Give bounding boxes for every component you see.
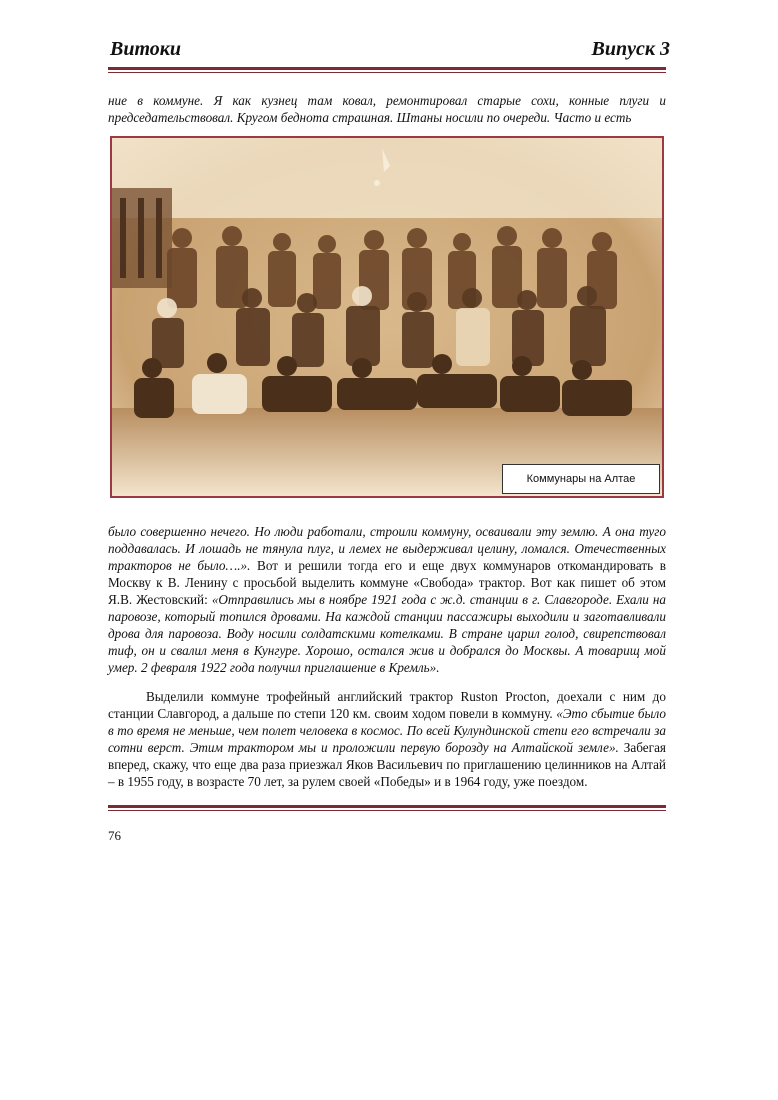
paragraph-2-italic-a: было совершенно нечего. Но люди работали, строили коммуну, осваивали эту землю. А она туго поддавалась. И лошадь не тянула плуг, и лемех не выдерживал целину, ломался. Отечественных тракторов не было….». bbox=[108, 524, 666, 573]
header-rule-thin bbox=[108, 72, 666, 73]
paragraph-3-italic: «Это сбытие было в то время не меньше, чем полет человека в космос. По всей Кулундинской степи его встречали за сотни верст. Этим трактором мы и проложили первую борозду на Алтайской земле». bbox=[108, 706, 666, 755]
paragraph-2-italic-b: «Отправились мы в ноябре 1921 года с ж.д. станции в г. Славгороде. Ехали на паровозе, который топился дровами. На каждой станции пассажиры выходили и заготавливали дрова для паровоза. Воду носили солдатскими котелками. В стране царил голод, свирепствовал тиф, он и свалил меня в Кунгуре. Хорошо, остался жив и добрался до Москвы. А товарищ мой умер. 2 февраля 1922 года получил приглашение в Кремль». bbox=[108, 592, 666, 675]
paragraph-1: ние в коммуне. Я как кузнец там ковал, ремонтировал старые сохи, конные плуги и председательствовал. Кругом беднота страшная. Штаны носили по очереди. Часто и есть bbox=[108, 93, 666, 125]
header-right-title: Випуск 3 bbox=[591, 38, 670, 60]
paragraph-3 bbox=[108, 688, 666, 790]
footer-rule-thick bbox=[108, 805, 666, 808]
figure-caption: Коммунары на Алтае bbox=[502, 464, 660, 494]
footer-rule-thin bbox=[108, 810, 666, 811]
header-left-title: Витоки bbox=[110, 38, 182, 60]
paragraph-3-regular-a: Выделили коммуне трофейный английский трактор Ruston Procton, доехали с ним до станции Славгород, а дальше по степи 120 км. своим ходом повели в коммуну. bbox=[108, 689, 666, 721]
figure-photo bbox=[110, 136, 664, 498]
paragraph-2-regular: Вот и решили тогда его и еще двух коммунаров откомандировать в Москву к В. Ленину с просьбой выделить коммуне «Свобода» трактор. Вот как пишет об этом Я.В. Жестовский: bbox=[108, 558, 666, 607]
paragraph-3-regular-b: Забегая вперед, скажу, что еще два раза приезжал Яков Васильевич по приглашению целинников на Алтай – в 1955 году, в возрасте 70 лет, за рулем своей «Победы» и в 1964 году, уже поездом. bbox=[108, 740, 666, 789]
header-rule-thick bbox=[108, 67, 666, 70]
paragraph-2 bbox=[108, 523, 666, 676]
group-photo-image bbox=[112, 138, 662, 496]
page-number: 76 bbox=[108, 828, 121, 843]
